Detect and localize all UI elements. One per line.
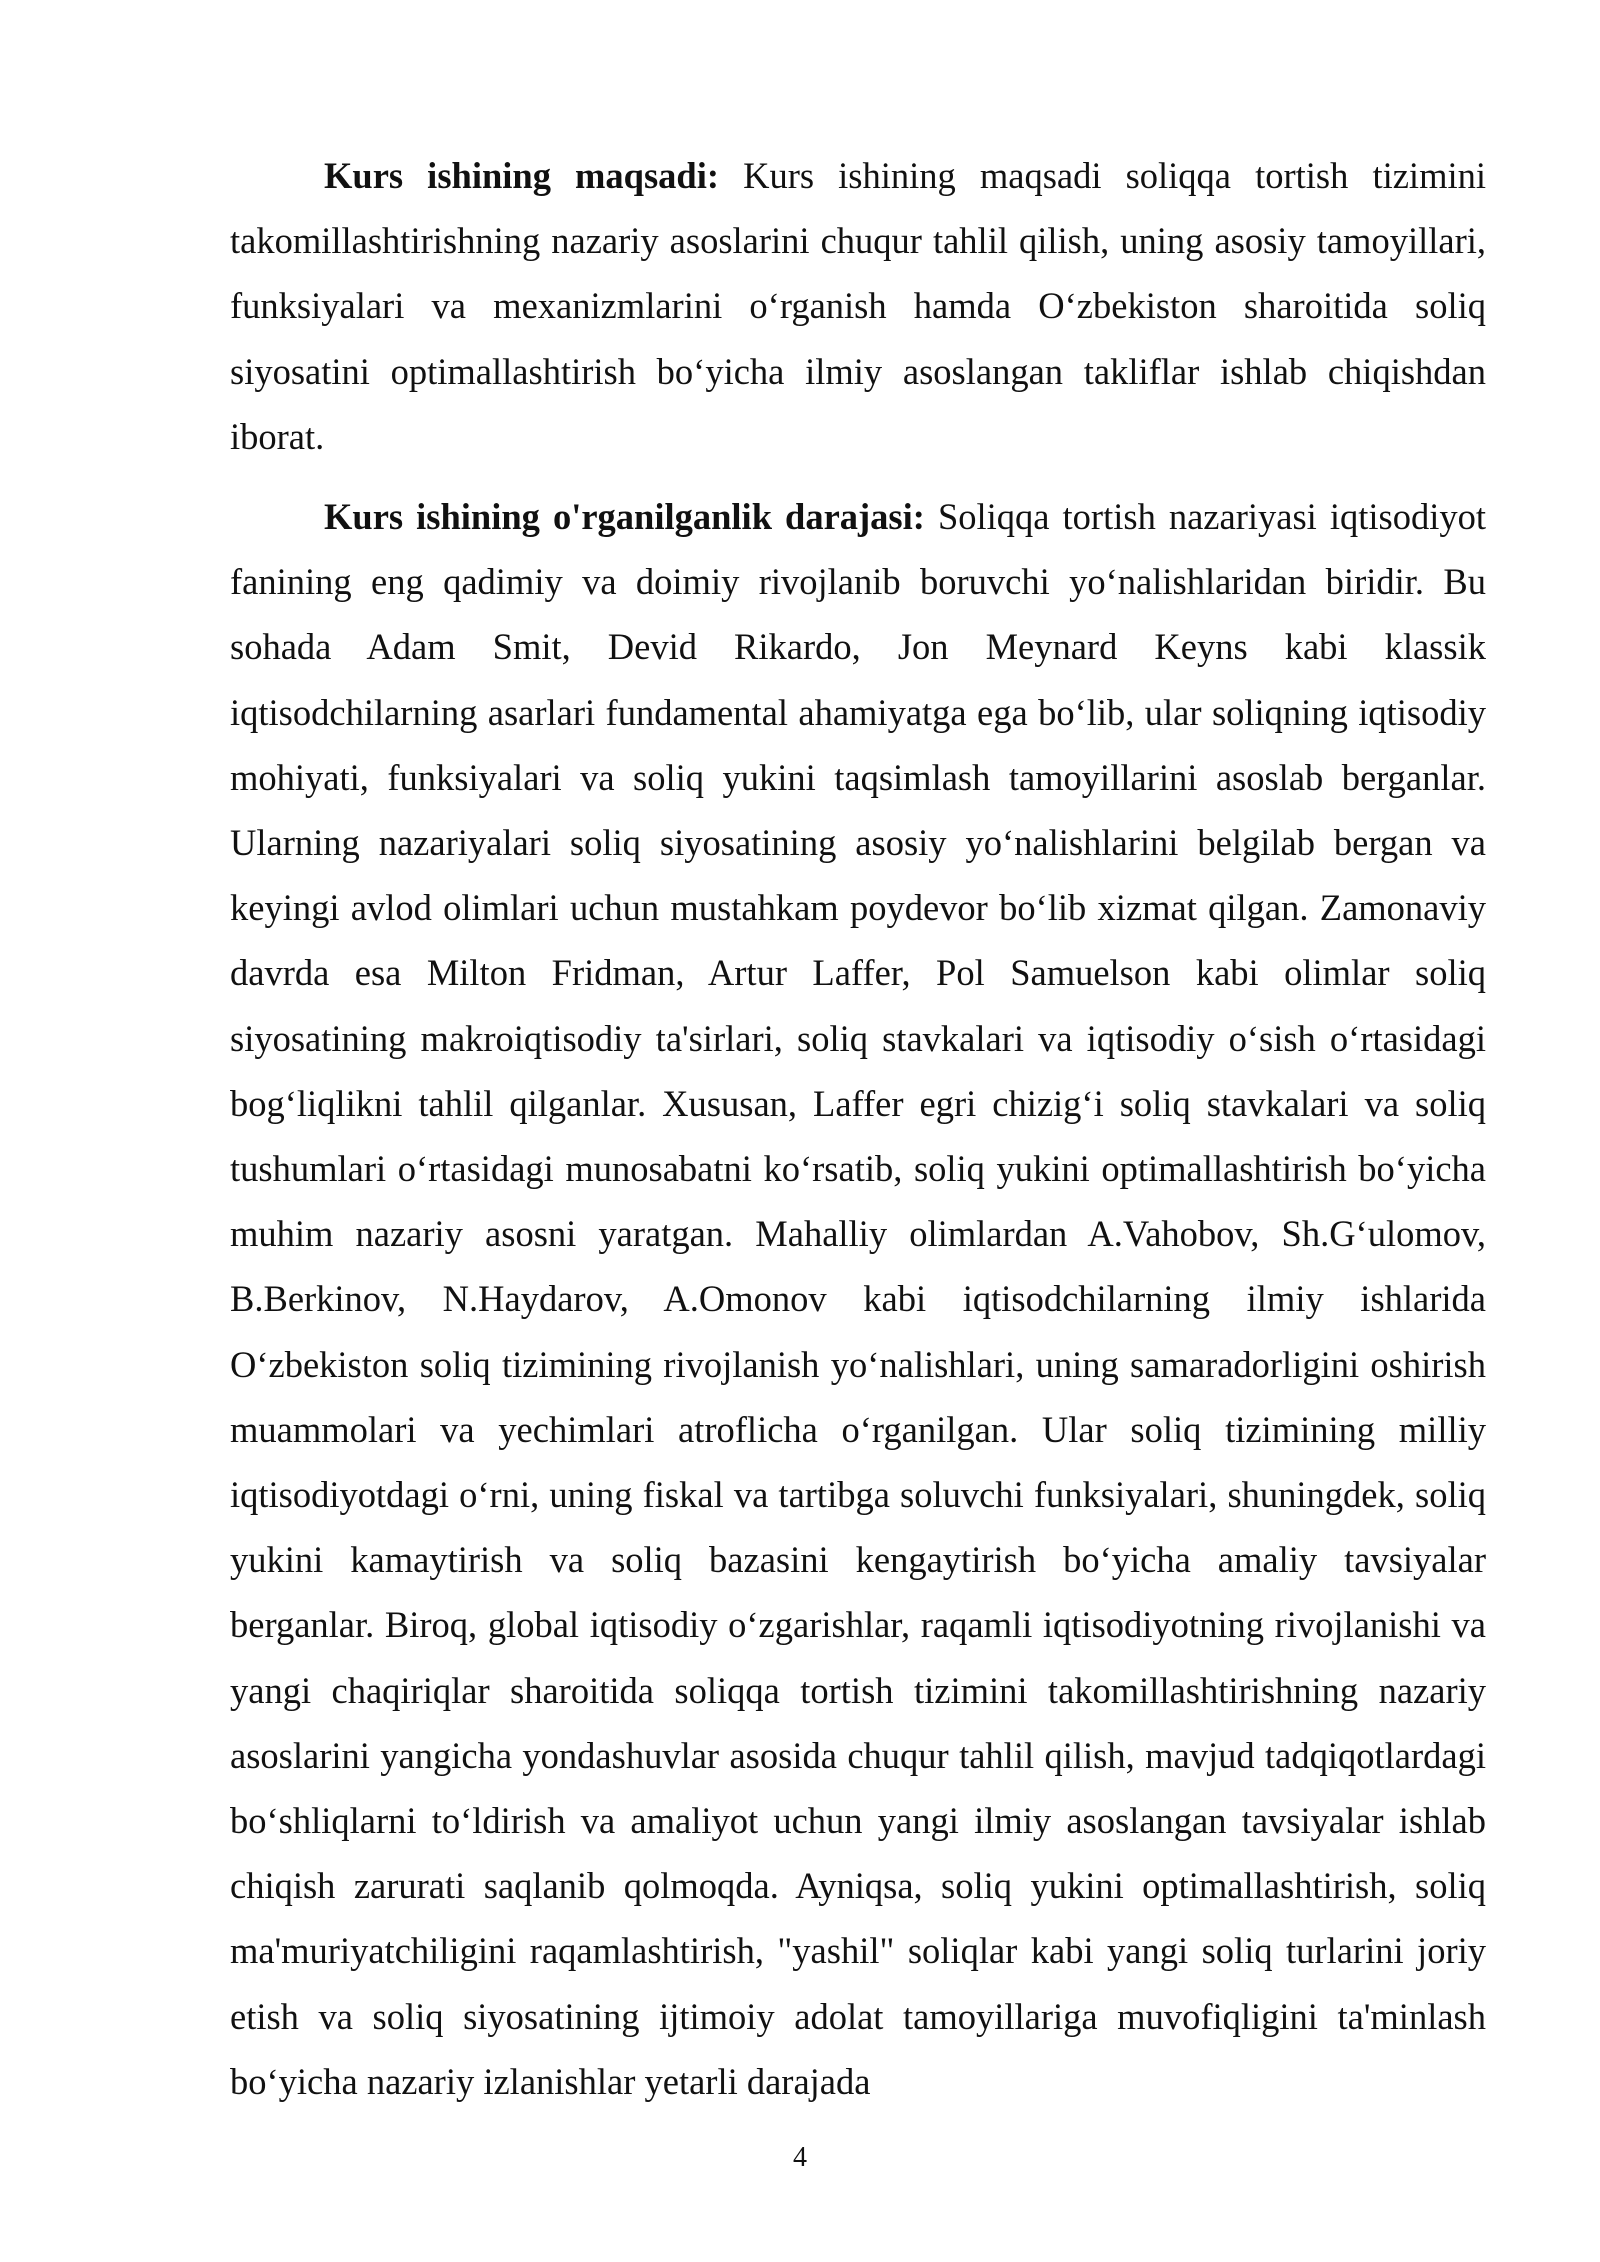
paragraph-goal-text: Kurs ishining maqsadi soliqqa tortish tizimini takomillashtirishning nazariy asoslarini chuqur tahlil qilish, uning asosiy tamoyillari, funksiyalari va mexanizmlarini o‘rganish hamda O‘zbekiston sharoitida soliq siyosatini optimallashtirish bo‘yicha ilmiy asoslangan takliflar ishlab chiqishdan iborat. (230, 155, 1486, 457)
paragraph-goal-heading: Kurs ishining maqsadi: (324, 155, 720, 196)
paragraph-study-level-heading: Kurs ishining o'rganilganlik darajasi: (324, 496, 925, 538)
paragraph-study-level (230, 484, 1486, 2114)
document-body (230, 143, 1486, 2114)
paragraph-study-level-text: Soliqqa tortish nazariyasi iqtisodiyot fanining eng qadimiy va doimiy rivojlanib boruvchi yo‘nalishlaridan biridir. Bu sohada Adam Smit, Devid Rikardo, Jon Meynard Keyns kabi klassik iqtisodchilarning asarlari fundamental ahamiyatga ega bo‘lib, ular soliqning iqtisodiy mohiyati, funksiyalari va soliq yukini taqsimlash tamoyillarini asoslab berganlar. Ularning nazariyalari soliq siyosatining asosiy yo‘nalishlarini belgilab bergan va keyingi avlod olimlari uchun mustahkam poydevor bo‘lib xizmat qilgan. Zamonaviy davrda esa Milton Fridman, Artur Laffer, Pol Samuelson kabi olimlar soliq siyosatining makroiqtisodiy ta'sirlari, soliq stavkalari va iqtisodiy o‘sish o‘rtasidagi bog‘liqlikni tahlil qilganlar. Xususan, Laffer egri chizig‘i soliq stavkalari va soliq tushumlari o‘rtasidagi munosabatni ko‘rsatib, soliq yukini optimallashtirish bo‘yicha muhim nazariy asosni yaratgan. Mahalliy olimlardan A.Vahobov, Sh.G‘ulomov, B.Berkinov, N.Haydarov, A.Omonov kabi iqtisodchilarning ilmiy ishlarida O‘zbekiston soliq tizimining rivojlanish yo‘nalishlari, uning samaradorligini oshirish muammolari va yechimlari atroflicha o‘rganilgan. Ular soliq tizimining milliy iqtisodiyotdagi o‘rni, uning fiskal va tartibga soluvchi funksiyalari, shuningdek, soliq yukini kamaytirish va soliq bazasini kengaytirish bo‘yicha amaliy tavsiyalar berganlar. Biroq, global iqtisodiy o‘zgarishlar, raqamli iqtisodiyotning rivojlanishi va yangi chaqiriqlar sharoitida soliqqa tortish tizimini takomillashtirishning nazariy asoslarini yangicha yondashuvlar asosida chuqur tahlil qilish, mavjud tadqiqotlardagi bo‘shliqlarni to‘ldirish va amaliyot uchun yangi ilmiy asoslangan tavsiyalar ishlab chiqish zarurati saqlanib qolmoqda. Ayniqsa, soliq yukini optimallashtirish, soliq ma'muriyatchiligini raqamlashtirish, "yashil" soliqlar kabi yangi soliq turlarini joriy etish va soliq siyosatining ijtimoiy adolat tamoyillariga muvofiqligini ta'minlash bo‘yicha nazariy izlanishlar yetarli darajada (230, 496, 1486, 2102)
page-number: 4 (793, 2142, 807, 2173)
paragraph-goal (230, 143, 1486, 469)
